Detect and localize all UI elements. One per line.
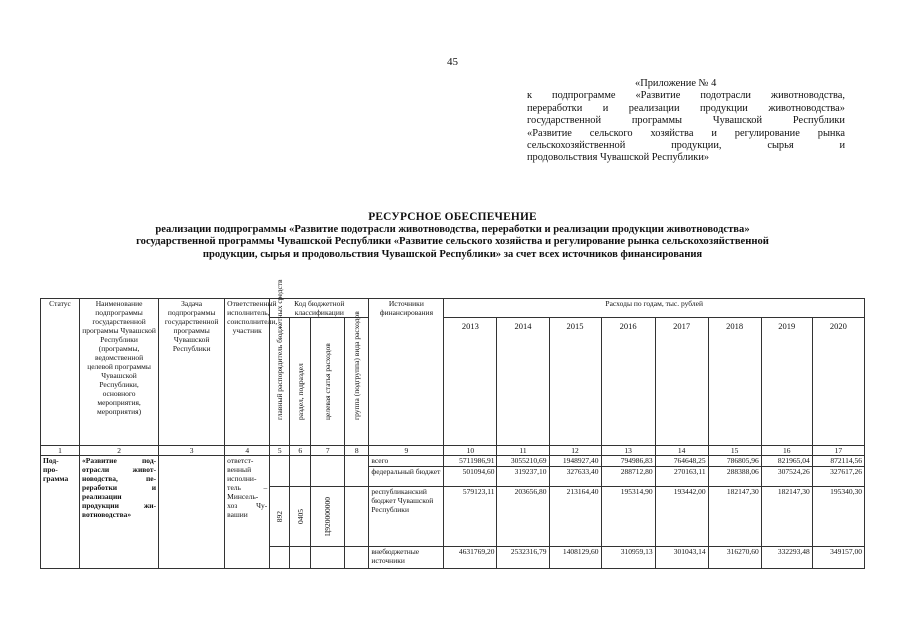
code-grbs-text: 892 [275,510,285,523]
value-cell: 182147,30 [708,487,761,547]
code-cell-empty [290,467,311,487]
value-cell: 195314,90 [601,487,655,547]
row-name-line: отрасли живот- [82,465,157,474]
code-group [345,487,369,547]
appendix-line: «Развитие сельского хозяйства и регулирование рынка [527,127,845,139]
col-number: 16 [761,446,812,456]
value-cell: 5711986,91 [444,456,497,467]
header-code-section: раздел, подраздел [295,363,305,420]
source-label: всего [369,456,444,467]
value-cell: 319237,10 [497,467,549,487]
header-name: Наименование подпрограммы государственной программы Чувашской Республики (программы, ведомственной целевой программы Чувашской Республики, основного мероприятия, мероприятия) [80,299,159,446]
row-name-line: реализации [82,492,122,501]
code-target-text: Ц920000000 [323,496,333,537]
appendix-block [527,78,845,165]
source-label: внебюджетные источники [369,547,444,569]
header-code-group: группа (подгруппа) вида расходов [352,311,362,420]
col-number: 6 [290,446,311,456]
source-label: федеральный бюджет [369,467,444,487]
row-executor-line: тель – [227,483,268,492]
col-number: 7 [311,446,345,456]
header-task: Задача подпрограммы государственной программы Чувашской Республики [159,299,225,446]
resource-table [40,279,865,569]
header-sources: Источники финансирования [369,299,444,446]
value-cell: 193442,00 [655,487,708,547]
appendix-line: к подпрограмме «Развитие подотрасли животноводства, [527,90,845,102]
value-cell: 786805,96 [708,456,761,467]
header-status: Статус [41,299,80,446]
header-budget-code: Код бюджетной классификации [270,299,369,318]
row-status-line: Под- [43,456,59,465]
title-line: государственной программы Чувашской Республики «Развитие сельского хозяйства и регулирование рынка сельскохозяйственной [136,236,769,248]
code-section [290,487,311,547]
header-year: 2013 [444,318,497,446]
title-main: РЕСУРСНОЕ ОБЕСПЕЧЕНИЕ [368,211,537,223]
value-cell: 288712,80 [601,467,655,487]
value-cell: 764648,25 [655,456,708,467]
appendix-line: переработки и реализации продукции животноводства» [527,102,845,114]
col-number: 13 [601,446,655,456]
row-name [80,456,159,569]
code-cell-empty [270,456,290,467]
value-cell: 301043,14 [655,547,708,569]
row-executor [225,456,270,569]
appendix-line: сельскохозяйственной продукции, сырья и [527,140,845,152]
value-cell: 501094,60 [444,467,497,487]
row-executor-line: ответст- [227,456,254,465]
title-line: реализации подпрограммы «Развитие подотрасли животноводства, переработки и реализации продукции животноводства» [155,223,750,235]
row-name-line: продукции жи- [82,501,157,510]
row-executor-line: хоз Чу- [227,501,268,510]
header-code-grbs: главный распорядитель бюджетных средств [275,279,285,420]
code-section-text: 0405 [295,509,305,524]
header-year: 2015 [549,318,601,446]
row-name-line: реработки и [82,483,157,492]
col-number: 8 [345,446,369,456]
value-cell: 195340,30 [812,487,864,547]
value-cell: 203656,80 [497,487,549,547]
code-cell-empty [311,547,345,569]
value-cell: 332293,48 [761,547,812,569]
document-title [30,211,875,261]
source-label: республиканский бюджет Чувашской Республики [369,487,444,547]
value-cell: 327617,26 [812,467,864,487]
row-executor-line: исполни- [227,474,257,483]
header-year: 2018 [708,318,761,446]
value-cell: 821965,04 [761,456,812,467]
col-number: 9 [369,446,444,456]
value-cell: 307524,26 [761,467,812,487]
col-number: 17 [812,446,864,456]
col-number: 10 [444,446,497,456]
code-cell-empty [270,547,290,569]
header-executor: Ответственный исполнитель, соисполнители, участник [225,299,270,446]
row-name-line: новодства, пе- [82,474,157,483]
code-cell-empty [345,467,369,487]
code-cell-empty [311,467,345,487]
value-cell: 579123,11 [444,487,497,547]
value-cell: 182147,30 [761,487,812,547]
code-cell-empty [345,547,369,569]
title-line: продукции, сырья и продовольствия Чувашской Республики» за счет всех источников финансирования [202,248,703,260]
row-status-line: про- [43,465,58,474]
value-cell: 270163,11 [655,467,708,487]
code-cell-empty [345,456,369,467]
col-number: 15 [708,446,761,456]
code-cell-empty [290,547,311,569]
value-cell: 2532316,79 [497,547,549,569]
value-cell: 327633,40 [549,467,601,487]
col-number: 11 [497,446,549,456]
value-cell: 316270,60 [708,547,761,569]
col-number: 14 [655,446,708,456]
header-year: 2017 [655,318,708,446]
row-executor-line: Минсель- [227,492,259,501]
row-executor-line: вашии [227,510,248,519]
value-cell: 213164,40 [549,487,601,547]
row-executor-line: венный [227,465,252,474]
row-status [41,456,80,569]
col-number: 3 [159,446,225,456]
value-cell: 794986,83 [601,456,655,467]
col-number: 1 [41,446,80,456]
code-cell-empty [290,456,311,467]
code-grbs [270,487,290,547]
header-year: 2016 [601,318,655,446]
code-cell-empty [270,467,290,487]
value-cell: 288388,06 [708,467,761,487]
page-number: 45 [447,56,458,68]
appendix-line: государственной программы Чувашской Республики [527,115,845,127]
code-target [311,487,345,547]
value-cell: 4631769,20 [444,547,497,569]
header-year: 2019 [761,318,812,446]
value-cell: 1948927,40 [549,456,601,467]
row-task [159,456,225,569]
value-cell: 3055210,69 [497,456,549,467]
appendix-line: «Приложение № 4 [635,78,717,89]
code-cell-empty [311,456,345,467]
value-cell: 872114,56 [812,456,864,467]
header-year: 2014 [497,318,549,446]
header-expenses: Расходы по годам, тыс. рублей [444,299,865,318]
header-code-target: целевая статья расходов [323,343,333,420]
header-year: 2020 [812,318,864,446]
value-cell: 310959,13 [601,547,655,569]
row-name-line: вотноводства» [82,510,132,519]
col-number: 12 [549,446,601,456]
row-name-line: «Развитие под- [82,456,157,465]
row-status-line: грамма [43,474,69,483]
value-cell: 349157,00 [812,547,864,569]
col-number: 5 [270,446,290,456]
col-number: 2 [80,446,159,456]
appendix-line: продовольствия Чувашской Республики» [527,152,710,164]
col-number: 4 [225,446,270,456]
value-cell: 1408129,60 [549,547,601,569]
